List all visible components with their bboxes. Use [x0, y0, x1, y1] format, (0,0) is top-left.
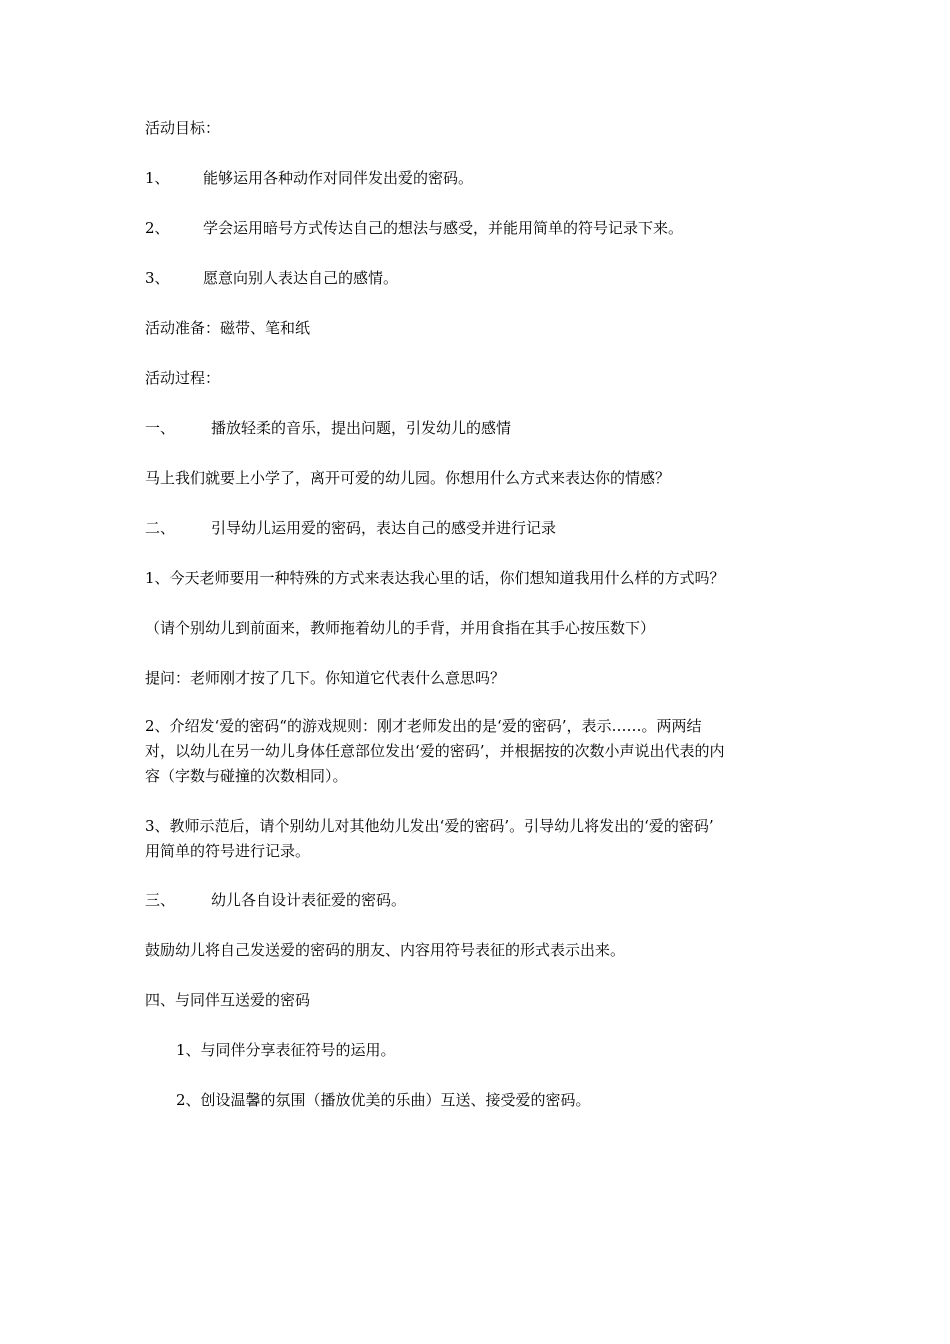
paragraph: 鼓励幼儿将自己发送爱的密码的朋友、内容用符号表征的形式表示出来。	[145, 941, 626, 959]
list-item: 1、与同伴分享表征符号的运用。	[176, 1041, 396, 1059]
paragraph: 提问：老师刚才按了几下。你知道它代表什么意思吗？	[145, 669, 506, 687]
paragraph-line: 容（字数与碰撞的次数相同）。	[145, 767, 348, 785]
goal-text: 学会运用暗号方式传达自己的想法与感受，并能用简单的符号记录下来。	[203, 219, 684, 237]
section-title: 幼儿各自设计表征爱的密码。	[211, 891, 407, 909]
goal-item	[145, 168, 473, 188]
goal-item	[145, 218, 683, 238]
section-heading	[145, 418, 511, 438]
goal-number: 2、	[145, 219, 170, 237]
goal-item	[145, 268, 398, 288]
section-number: 二、	[145, 519, 176, 537]
paragraph: （请个别幼儿到前面来，教师拖着幼儿的手背，并用食指在其手心按压数下）	[145, 619, 656, 637]
section-number: 一、	[145, 419, 176, 437]
section-title: 引导幼儿运用爱的密码，表达自己的感受并进行记录	[211, 519, 557, 537]
section-number: 三、	[145, 891, 176, 909]
paragraph-line: 3、教师示范后，请个别幼儿对其他幼儿发出‘爱的密码’。引导幼儿将发出的‘爱的密码’	[145, 817, 714, 835]
section-title: 播放轻柔的音乐，提出问题，引发幼儿的感情	[211, 419, 512, 437]
paragraph-line: 用简单的符号进行记录。	[145, 842, 311, 860]
list-item: 2、创设温馨的氛围（播放优美的乐曲）互送、接受爱的密码。	[176, 1091, 591, 1109]
goal-number: 1、	[145, 169, 170, 187]
section-heading	[145, 518, 556, 538]
paragraph: 马上我们就要上小学了，离开可爱的幼儿园。你想用什么方式来表达你的情感？	[145, 469, 671, 487]
goal-text: 能够运用各种动作对同伴发出爱的密码。	[203, 169, 474, 187]
section-heading	[145, 890, 406, 910]
paragraph: 1、今天老师要用一种特殊的方式来表达我心里的话，你们想知道我用什么样的方式吗？	[145, 569, 725, 587]
goal-number: 3、	[145, 269, 170, 287]
process-heading: 活动过程：	[145, 369, 221, 387]
goal-text: 愿意向别人表达自己的感情。	[203, 269, 399, 287]
preparation-line: 活动准备：磁带、笔和纸	[145, 319, 311, 337]
paragraph-line: 2、介绍发‘爱的密码“的游戏规则：刚才老师发出的是‘爱的密码’，表示……。两两结	[145, 717, 702, 735]
section-heading: 四、与同伴互送爱的密码	[145, 991, 311, 1009]
paragraph-line: 对，以幼儿在另一幼儿身体任意部位发出‘爱的密码’，并根据按的次数小声说出代表的内	[145, 742, 725, 760]
goals-heading: 活动目标：	[145, 119, 221, 137]
